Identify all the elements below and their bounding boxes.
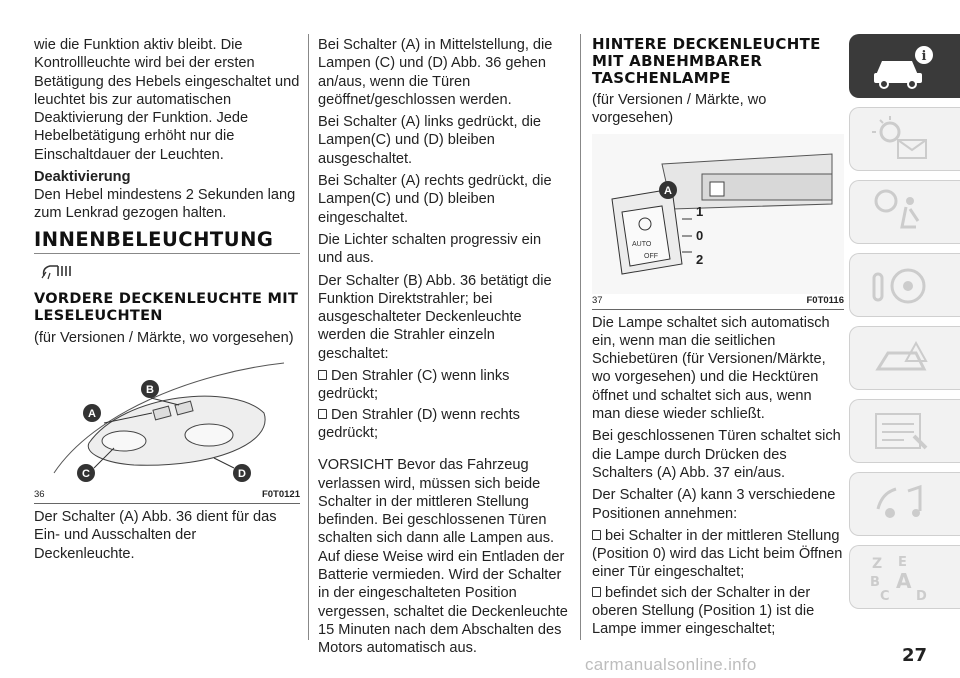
fig36-label-c: C [82,467,90,480]
fig37-label-a: A [664,184,672,197]
right-pressed-text: Bei Schalter (A) rechts gedrückt, die Lampen(C) und (D) bleiben eingeschaltet. [318,173,552,226]
figure-36-caption [34,489,300,500]
car-info-icon [868,41,938,91]
front-versions-note: (für Versionen / Märkte, wo vorgesehen) [34,329,294,346]
fig37-label-1: 1 [696,203,704,219]
chapter-tabs [849,34,960,618]
tab-maintenance[interactable] [849,399,960,463]
rear-versions-note: (für Versionen / Märkte, wo vorgesehen) [592,92,767,127]
front-lamp-heading: VORDERE DECKENLEUCHTE MIT LESELEUCHTEN [34,290,299,324]
left-pressed-text: Bei Schalter (A) links gedrückt, die Lampen(C) und (D) bleiben ausgeschaltet. [318,114,542,167]
bullet-icon [318,409,327,419]
tab-dashboard-lights[interactable] [849,107,960,171]
middle-position-text: Bei Schalter (A) in Mittelstellung, die Lampen (C) und (D) Abb. 36 gehen an/aus, wenn die Türen geöffnet/geschlossen werden. [318,37,553,108]
figure-37-caption [592,295,844,306]
maintenance-icon [868,406,938,456]
watermark: carmanualsonline.info [585,655,757,674]
tab-key-steering[interactable] [849,253,960,317]
rear-lamp-illustration [592,134,844,294]
tab-index[interactable] [849,545,960,609]
progressive-text: Die Lichter schalten progressiv ein und aus. [318,231,542,267]
deactivation-text: Den Hebel mindestens 2 Sekunden lang zum Lenkrad gezogen halten. [34,187,296,222]
column-divider [308,34,309,640]
fig37-label-0: 0 [696,227,704,243]
svg-text:A: A [896,569,912,593]
bullet-icon [592,530,601,540]
column-middle [318,36,568,662]
column-right [592,36,844,641]
column-left [34,36,300,567]
interior-light-icon [38,260,300,287]
tab-multimedia[interactable] [849,472,960,536]
figure-36-code: F0T0121 [261,488,300,500]
fig36-label-b: B [146,383,154,396]
svg-text:i: i [921,49,927,64]
bullet-icon [318,370,327,380]
dashboard-lights-icon [868,114,938,164]
tab-seatbelt-airbag[interactable] [849,180,960,244]
front-dome-lamp-illustration [34,353,300,488]
index-icon [868,552,938,602]
svg-text:E: E [898,555,907,570]
auto-text: Die Lampe schaltet sich automatisch ein, wenn man die seitlichen Schiebetüren (für Versionen/Märkte, wo vorgesehen) und die Hecktüren öffnet und schaltet sich aus, wenn man diese wieder schließt. [592,314,830,423]
positions-intro: Der Schalter (A) kann 3 verschiedene Positionen annehmen: [592,487,836,522]
figure-37-code: F0T0116 [806,294,844,306]
bullet-icon [592,587,601,597]
fig37-label-auto: AUTO [632,240,652,248]
seatbelt-airbag-icon [868,187,938,237]
fig36-label-a: A [88,407,96,420]
list-item: befindet sich der Schalter in der oberen Stellung (Position 1) ist die Lampe immer eingeschaltet; [592,584,815,638]
rear-lamp-heading: HINTERE DECKENLEUCHTE MIT ABNEHMBARER TASCHENLAMPE [592,35,821,87]
multimedia-icon [868,479,938,529]
svg-text:Z: Z [872,556,883,572]
tab-breakdown[interactable] [849,326,960,390]
fig37-label-off: OFF [644,252,658,260]
page-number: 27 [902,645,928,666]
list-item: Den Strahler (D) wenn rechts gedrückt; [318,406,520,441]
svg-text:C: C [880,589,890,602]
list-item: bei Schalter in der mittleren Stellung (Position 0) wird das Licht beim Öffnen einer Tür eingeschaltet; [592,527,843,581]
breakdown-warning-icon [868,333,938,383]
caution-text: VORSICHT Bevor das Fahrzeug verlassen wird, müssen sich beide Schalter in der mittleren Stellung befinden. Bei geschlossenen Türen schalten sich dann alle Lampen aus. Auf diese Weise wird ein Entladen der Batterie vermieden. Wird der Schalter in der eingeschalteten Position vergessen, schaltet die Deckenleuchte 15 Minuten nach dem Abschalten des Motors automatisch aus. [318,457,568,657]
svg-text:B: B [870,575,880,590]
figure-36-number: 36 [34,488,45,500]
fig36-label-d: D [238,467,246,480]
intro-paragraph: wie die Funktion aktiv bleibt. Die Kontrollleuchte wird bei der ersten Betätigung des Hebels eingeschaltet und leuchtet bis zur automatischen Deaktivierung der Funktion. Jede Hebelbetätigung erhöht nur die Einschaltdauer der Leuchten. [34,37,300,163]
section-heading: INNENBELEUCHTUNG [34,229,300,254]
key-steering-icon [868,260,938,310]
fig37-label-2: 2 [696,251,704,267]
column-divider [580,34,581,640]
figure-37-number: 37 [592,294,603,306]
closed-doors-text: Bei geschlossenen Türen schaltet sich die Lampe durch Drücken des Schalters (A) Abb. 37 ein/aus. [592,428,841,481]
list-item: Den Strahler (C) wenn links gedrückt; [318,368,510,403]
figure-37 [592,134,844,310]
deactivation-heading: Deaktivierung [34,169,131,186]
figure-36 [34,353,300,504]
tab-car-info[interactable] [849,34,960,98]
svg-text:D: D [916,589,927,602]
switch-a-description: Der Schalter (A) Abb. 36 dient für das Ein- und Ausschalten der Deckenleuchte. [34,508,277,562]
switch-b-text: Der Schalter (B) Abb. 36 betätigt die Funktion Direktstrahler; bei ausgeschalteter Deckenleuchte werden die Strahler einzeln geschaltet: [318,272,552,362]
